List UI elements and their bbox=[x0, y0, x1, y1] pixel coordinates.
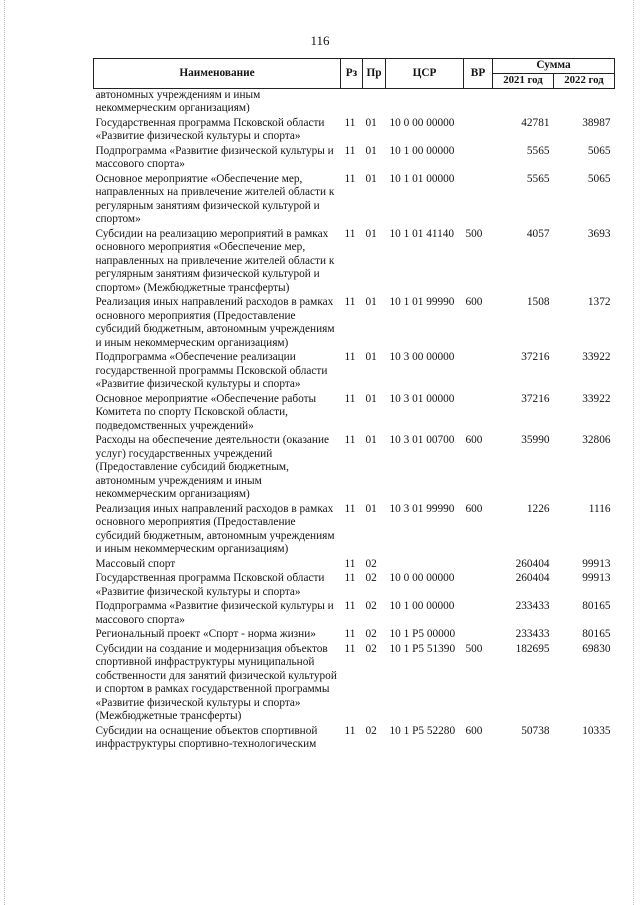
row-name: Расходы на обеспечение деятельности (оказание услуг) государственных учреждений (Предоставление субсидий бюджетным, автономным учреждениям и иным некоммерческим организациям) bbox=[95, 434, 330, 500]
row-vr bbox=[464, 628, 493, 643]
row-amount-2022: 69830 bbox=[582, 642, 611, 655]
row-csr: 10 3 01 99990 bbox=[389, 502, 455, 515]
row-amount-2022 bbox=[554, 88, 615, 117]
row-rz: 11 bbox=[344, 227, 356, 240]
row-name: Подпрограмма «Обеспечение реализации государственной программы Псковской области «Развитие физической культуры и спорта» bbox=[95, 351, 328, 390]
row-csr: 10 3 00 00000 bbox=[389, 351, 455, 363]
row-amount-2022: 80165 bbox=[582, 600, 611, 612]
page-number: 116 bbox=[310, 33, 330, 48]
row-name: Субсидии на реализацию мероприятий в рамках основного мероприятия «Обеспечение мер, направленных на привлечение жителей области к регулярным занятиям физической культурой и спортом» (Межбюджетные трансферты) bbox=[95, 227, 335, 294]
row-amount-2021 bbox=[493, 88, 554, 117]
table-row bbox=[94, 228, 615, 297]
table-row bbox=[94, 145, 615, 173]
row-vr bbox=[464, 145, 493, 173]
header-rz: Рз bbox=[341, 59, 363, 89]
row-csr: 10 1 00 00000 bbox=[389, 600, 455, 612]
row-amount-2022: 5065 bbox=[587, 172, 611, 185]
row-amount-2022: 5065 bbox=[587, 144, 611, 157]
row-csr: 10 3 01 00700 bbox=[389, 434, 455, 446]
row-amount-2022: 10335 bbox=[582, 724, 611, 737]
table-row bbox=[94, 628, 615, 643]
table-header bbox=[94, 59, 615, 89]
row-amount-2021: 35990 bbox=[521, 434, 550, 446]
scan-edge-right bbox=[633, 0, 635, 905]
row-rz: 11 bbox=[344, 724, 356, 737]
row-name: Подпрограмма «Развитие физической культуры и массового спорта» bbox=[95, 600, 334, 626]
row-amount-2022: 99913 bbox=[582, 572, 611, 584]
header-vr: ВР bbox=[464, 59, 493, 89]
row-amount-2021: 5565 bbox=[526, 172, 550, 185]
row-csr: 10 0 00 00000 bbox=[389, 116, 455, 129]
header-pr: Пр bbox=[363, 59, 386, 89]
row-rz: 11 bbox=[344, 600, 356, 612]
row-amount-2021: 42781 bbox=[521, 116, 550, 129]
row-amount-2022: 33922 bbox=[582, 351, 611, 363]
row-pr: 01 bbox=[365, 116, 377, 129]
row-amount-2022: 3693 bbox=[587, 227, 611, 240]
row-pr: 02 bbox=[365, 572, 377, 584]
row-vr: 500 bbox=[465, 227, 483, 240]
row-name: Основное мероприятие «Обеспечение мер, направленных на привлечение жителей области к регулярным занятиям физической культурой и спортом» bbox=[95, 172, 335, 225]
row-amount-2021: 1508 bbox=[526, 296, 550, 308]
row-pr: 02 bbox=[365, 600, 377, 612]
row-vr: 600 bbox=[465, 724, 483, 737]
row-rz: 11 bbox=[344, 572, 356, 584]
row-rz: 11 bbox=[344, 557, 356, 570]
row-name: Подпрограмма «Развитие физической культуры и массового спорта» bbox=[95, 144, 334, 170]
row-pr: 01 bbox=[365, 172, 377, 185]
row-name: Реализация иных направлений расходов в рамках основного мероприятия (Предоставление субсидий бюджетным, автономным учреждениям и иным некоммерческим организациям) bbox=[95, 502, 335, 555]
row-rz: 11 bbox=[344, 502, 356, 515]
table-row bbox=[94, 88, 615, 117]
row-csr: 10 1 01 41140 bbox=[389, 227, 455, 240]
row-amount-2022: 33922 bbox=[582, 392, 611, 405]
table-row bbox=[94, 296, 615, 351]
row-vr bbox=[464, 600, 493, 628]
row-pr: 01 bbox=[365, 434, 377, 446]
table-row bbox=[94, 117, 615, 145]
row-amount-2021: 233433 bbox=[515, 628, 550, 640]
row-amount-2022: 80165 bbox=[582, 628, 611, 640]
row-amount-2021: 50738 bbox=[521, 724, 550, 737]
row-amount-2021: 5565 bbox=[526, 144, 550, 157]
table-row bbox=[94, 558, 615, 573]
scan-edge-left bbox=[4, 0, 6, 905]
row-csr: 10 3 01 00000 bbox=[389, 392, 455, 405]
row-amount-2021: 4057 bbox=[526, 227, 550, 240]
row-pr: 01 bbox=[365, 296, 377, 308]
row-amount-2021: 1226 bbox=[526, 502, 550, 515]
row-amount-2022: 99913 bbox=[582, 557, 611, 570]
row-amount-2021: 37216 bbox=[521, 351, 550, 363]
row-rz bbox=[341, 88, 363, 117]
row-amount-2021: 260404 bbox=[515, 557, 550, 570]
table-body bbox=[94, 88, 615, 753]
row-csr: 10 0 00 00000 bbox=[389, 572, 455, 584]
row-amount-2021: 233433 bbox=[515, 600, 550, 612]
row-amount-2022: 32806 bbox=[582, 434, 611, 446]
header-year-2021: 2021 год bbox=[493, 74, 554, 89]
header-sum: Сумма bbox=[493, 59, 615, 74]
row-amount-2021: 182695 bbox=[515, 642, 550, 655]
table-row bbox=[94, 725, 615, 753]
row-csr: 10 1 00 00000 bbox=[389, 144, 455, 157]
header-csr: ЦСР bbox=[386, 59, 464, 89]
row-name: Государственная программа Псковской области «Развитие физической культуры и спорта» bbox=[95, 116, 325, 142]
row-csr bbox=[386, 88, 464, 117]
row-name: Основное мероприятие «Обеспечение работы Комитета по спорту Псковской области, подведомственных учреждений» bbox=[95, 392, 317, 432]
table-row bbox=[94, 351, 615, 393]
row-rz: 11 bbox=[344, 628, 356, 640]
row-name: Массовый спорт bbox=[95, 557, 176, 570]
table-row bbox=[94, 173, 615, 228]
row-name: Субсидии на создание и модернизация объектов спортивной инфраструктуры муниципальной собственности для занятий физической культурой и спортом в рамках государственной программы «Развитие физической культуры и спорта» (Межбюджетные трансферты) bbox=[95, 642, 337, 722]
row-rz: 11 bbox=[344, 434, 356, 446]
row-pr: 02 bbox=[365, 724, 377, 737]
row-rz: 11 bbox=[344, 351, 356, 363]
row-pr: 02 bbox=[365, 628, 377, 640]
row-rz: 11 bbox=[344, 116, 356, 129]
row-csr bbox=[386, 558, 464, 573]
row-name: Государственная программа Псковской области «Развитие физической культуры и спорта» bbox=[95, 572, 325, 598]
table-row bbox=[94, 643, 615, 725]
row-pr: 01 bbox=[365, 502, 377, 515]
row-vr: 600 bbox=[465, 434, 483, 446]
row-name: автономных учреждениям и иным некоммерческим организациям) bbox=[95, 88, 261, 114]
row-pr: 01 bbox=[365, 227, 377, 240]
row-vr: 600 bbox=[465, 296, 483, 308]
row-vr bbox=[464, 393, 493, 435]
row-csr: 10 1 01 99990 bbox=[389, 296, 455, 308]
row-name: Региональный проект «Спорт - норма жизни» bbox=[95, 628, 316, 640]
row-csr: 10 1 P5 51390 bbox=[389, 642, 456, 655]
row-vr: 500 bbox=[465, 642, 483, 655]
table-row bbox=[94, 572, 615, 600]
row-amount-2021: 260404 bbox=[515, 572, 550, 584]
row-pr: 02 bbox=[365, 557, 377, 570]
row-vr bbox=[464, 88, 493, 117]
header-name: Наименование bbox=[94, 59, 341, 89]
row-amount-2021: 37216 bbox=[521, 392, 550, 405]
row-csr: 10 1 01 00000 bbox=[389, 172, 455, 185]
row-pr bbox=[363, 88, 386, 117]
row-csr: 10 1 P5 00000 bbox=[389, 628, 456, 640]
row-rz: 11 bbox=[344, 144, 356, 157]
row-vr: 600 bbox=[465, 502, 483, 515]
row-vr bbox=[464, 351, 493, 393]
row-pr: 01 bbox=[365, 351, 377, 363]
row-amount-2022: 1116 bbox=[588, 502, 611, 515]
budget-table bbox=[93, 58, 615, 753]
row-rz: 11 bbox=[344, 296, 356, 308]
row-vr bbox=[464, 558, 493, 573]
row-amount-2022: 1372 bbox=[587, 296, 611, 308]
row-vr bbox=[464, 173, 493, 228]
row-name: Субсидии на оснащение объектов спортивной инфраструктуры спортивно-технологическим bbox=[95, 724, 318, 750]
row-pr: 01 bbox=[365, 144, 377, 157]
row-csr: 10 1 P5 52280 bbox=[389, 724, 456, 737]
table-row bbox=[94, 393, 615, 435]
row-pr: 01 bbox=[365, 392, 377, 405]
row-rz: 11 bbox=[344, 392, 356, 405]
table-row bbox=[94, 434, 615, 503]
row-vr bbox=[464, 572, 493, 600]
row-name: Реализация иных направлений расходов в рамках основного мероприятия (Предоставление субсидий бюджетным, автономным учреждениям и иным некоммерческим организациям) bbox=[95, 296, 335, 349]
table-row bbox=[94, 503, 615, 558]
row-rz: 11 bbox=[344, 642, 356, 655]
row-rz: 11 bbox=[344, 172, 356, 185]
row-amount-2022: 38987 bbox=[582, 116, 611, 129]
table-row bbox=[94, 600, 615, 628]
row-vr bbox=[464, 117, 493, 145]
header-year-2022: 2022 год bbox=[554, 74, 615, 89]
row-pr: 02 bbox=[365, 642, 377, 655]
